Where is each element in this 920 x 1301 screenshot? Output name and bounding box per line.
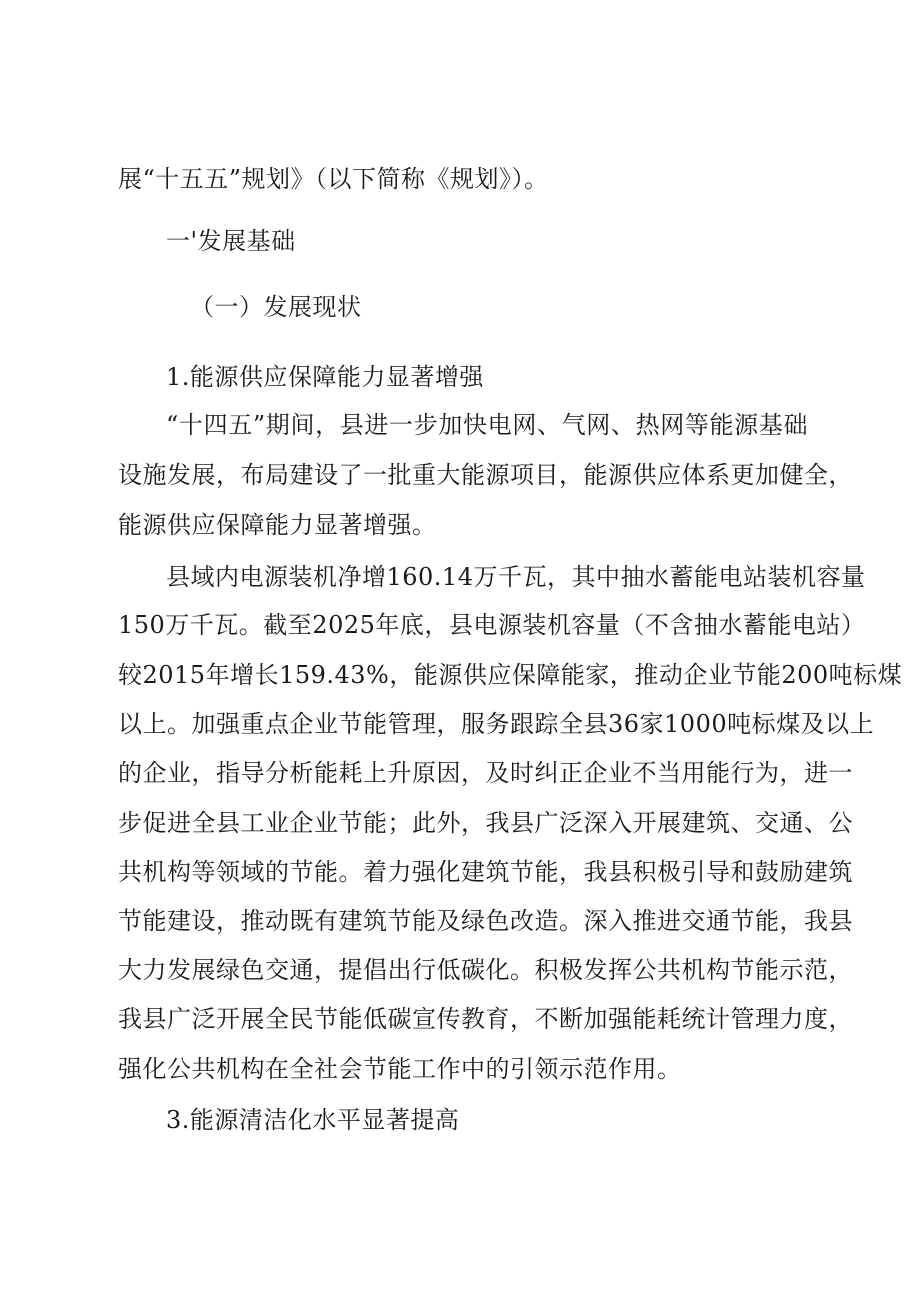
paragraph-2-line-6: 步促进全县工业企业节能；此外，我县广泛深入开展建筑、交通、公 [118,809,853,837]
subsection-heading: （一）发展现状 [190,293,362,321]
paragraph-2-line-3: 较2015年增长159.43%，能源供应保障能家，推动企业节能200吨标煤 [118,661,903,689]
paragraph-2-line-4: 以上。加强重点企业节能管理，服务跟踪全县36家1000吨标煤及以上 [118,710,875,738]
paragraph-2-line-1: 县域内电源装机净增160.14万千瓦，其中抽水蓄能电站装机容量 [166,563,866,591]
paragraph-2-line-5: 的企业，指导分析能耗上升原因，及时纠正企业不当用能行为，进一 [118,759,853,787]
paragraph-2-line-8: 节能建设，推动既有建筑节能及绿色改造。深入推进交通节能，我县 [118,907,853,935]
item-heading-1: 1.能源供应保障能力显著增强 [166,363,484,391]
paragraph-1-line-3: 能源供应保障能力显著增强。 [118,511,437,539]
item-heading-3: 3.能源清洁化水平显著提高 [166,1106,460,1134]
paragraph-2-line-7: 共机构等领域的节能。着力强化建筑节能，我县积极引导和鼓励建筑 [118,858,853,886]
paragraph-1-line-2: 设施发展，布局建设了一批重大能源项目，能源供应体系更加健全， [118,461,853,489]
paragraph-2-line-11: 强化公共机构在全社会节能工作中的引领示范作用。 [118,1055,682,1083]
paragraph-2-line-10: 我县广泛开展全民节能低碳宣传教育，不断加强能耗统计管理力度， [118,1005,853,1033]
paragraph-2-line-9: 大力发展绿色交通，提倡出行低碳化。积极发挥公共机构节能示范， [118,956,853,984]
section-heading: 一'发展基础 [166,227,296,255]
continued-title-line: 展“十五五”规划》（以下简称《规划》）。 [118,165,549,193]
paragraph-2-line-2: 150万千瓦。截至2025年底，县电源装机容量（不含抽水蓄能电站） [118,611,866,639]
paragraph-1-line-1: “十四五”期间，县进一步加快电网、气网、热网等能源基础 [166,411,808,439]
